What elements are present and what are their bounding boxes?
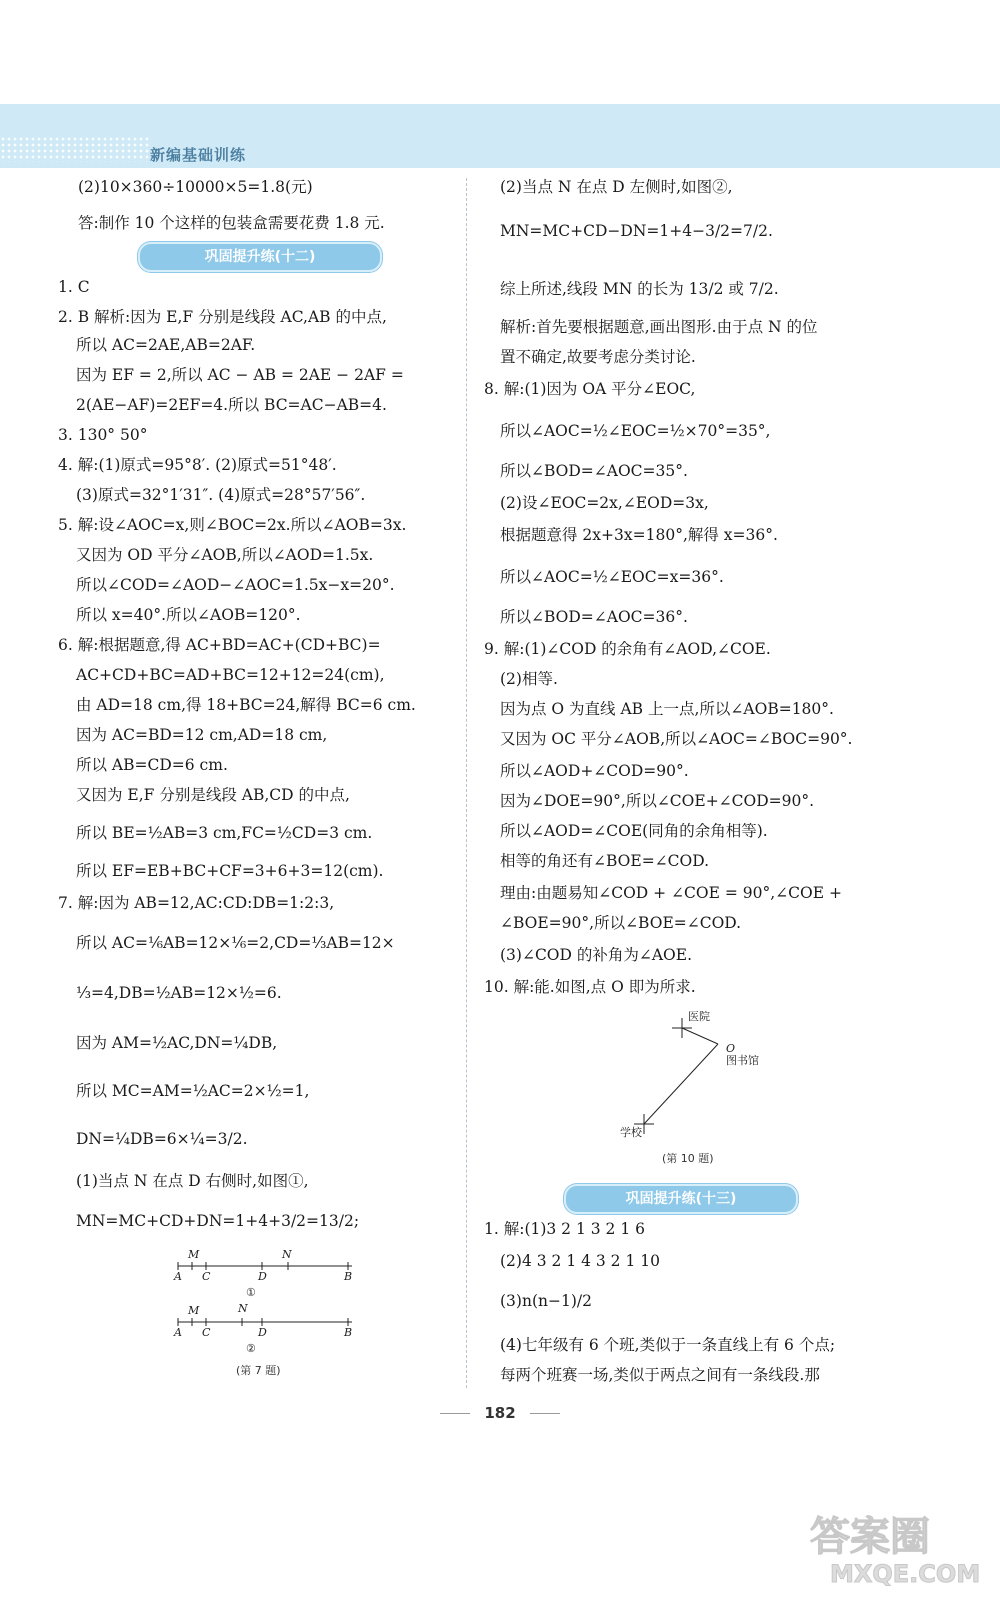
header-dot-pattern bbox=[0, 136, 150, 162]
text-line: DN=¼DB=6×¼=3/2. bbox=[76, 1130, 248, 1148]
text-line: 所以∠AOC=½∠EOC=½×70°=35°, bbox=[500, 422, 771, 440]
svg-text:答案圈: 答案圈 bbox=[810, 1514, 930, 1560]
text-line: MN=MC+CD−DN=1+4−3/2=7/2. bbox=[500, 222, 773, 240]
section-pill-12: 巩固提升练(十二) bbox=[138, 242, 382, 272]
text-line: 9. 解:(1)∠COD 的余角有∠AOD,∠COE. bbox=[484, 640, 771, 658]
text-line: 置不确定,故要考虑分类讨论. bbox=[500, 348, 696, 366]
text-line: 6. 解:根据题意,得 AC+BD=AC+(CD+BC)= bbox=[58, 636, 381, 654]
fig7-label-c2: C bbox=[202, 1326, 211, 1339]
fig7-label-d2: D bbox=[258, 1326, 267, 1339]
fig10-label-library: 图书馆 bbox=[726, 1054, 759, 1067]
fig7-label-n1: N bbox=[282, 1248, 292, 1261]
text-line: 所以∠AOD+∠COD=90°. bbox=[500, 762, 689, 780]
text-line: 2(AE−AF)=2EF=4.所以 BC=AC−AB=4. bbox=[76, 396, 387, 414]
text-line: 所以 x=40°.所以∠AOB=120°. bbox=[76, 606, 301, 624]
figure-7-caption: (第 7 题) bbox=[236, 1364, 281, 1377]
fig7-label-circle1: ① bbox=[246, 1286, 256, 1299]
text-line: 4. 解:(1)原式=95°8′. (2)原式=51°48′. bbox=[58, 456, 337, 474]
text-line: (2)10×360÷10000×5=1.8(元) bbox=[78, 178, 313, 196]
column-divider bbox=[466, 178, 467, 1388]
fig10-label-hospital: 医院 bbox=[688, 1010, 710, 1023]
text-line: 根据题意得 2x+3x=180°,解得 x=36°. bbox=[500, 526, 778, 544]
text-line: 5. 解:设∠AOC=x,则∠BOC=2x.所以∠AOB=3x. bbox=[58, 516, 407, 534]
text-line: MN=MC+CD+DN=1+4+3/2=13/2; bbox=[76, 1212, 360, 1230]
fig7-label-c1: C bbox=[202, 1270, 211, 1283]
fig7-label-m1: M bbox=[188, 1248, 200, 1261]
section-pill-13: 巩固提升练(十三) bbox=[564, 1184, 798, 1214]
text-line: (3)原式=32°1′31″. (4)原式=28°57′56″. bbox=[76, 486, 366, 504]
text-line: (2)设∠EOC=2x,∠EOD=3x, bbox=[500, 494, 709, 512]
text-line: 又因为 OC 平分∠AOB,所以∠AOC=∠BOC=90°. bbox=[500, 730, 853, 748]
text-line: 理由:由题易知∠COD + ∠COE = 90°,∠COE + bbox=[500, 884, 842, 902]
fig7-label-circle2: ② bbox=[246, 1342, 256, 1355]
text-line: 又因为 E,F 分别是线段 AB,CD 的中点, bbox=[76, 786, 350, 804]
text-line: (2)相等. bbox=[500, 670, 558, 688]
text-line: 又因为 OD 平分∠AOB,所以∠AOD=1.5x. bbox=[76, 546, 374, 564]
figure-10-caption: (第 10 题) bbox=[662, 1152, 714, 1165]
text-line: 因为∠DOE=90°,所以∠COE+∠COD=90°. bbox=[500, 792, 815, 810]
fig7-label-d1: D bbox=[258, 1270, 267, 1283]
text-line: 每两个班赛一场,类似于两点之间有一条线段.那 bbox=[500, 1366, 820, 1384]
text-line: 所以 AC=2AE,AB=2AF. bbox=[76, 336, 256, 354]
text-line: ∠BOE=90°,所以∠BOE=∠COD. bbox=[500, 914, 742, 932]
text-line: 答:制作 10 个这样的包装盒需要花费 1.8 元. bbox=[78, 214, 385, 232]
figure-10-map bbox=[608, 1006, 788, 1146]
text-line: 所以∠BOD=∠AOC=36°. bbox=[500, 608, 688, 626]
text-line: 7. 解:因为 AB=12,AC:CD:DB=1:2:3, bbox=[58, 894, 335, 912]
text-line: 所以 AC=⅙AB=12×⅙=2,CD=⅓AB=12× bbox=[76, 934, 395, 952]
fig7-label-a1: A bbox=[174, 1270, 182, 1283]
text-line: 3. 130° 50° bbox=[58, 426, 148, 444]
text-line: (2)当点 N 在点 D 左侧时,如图②, bbox=[500, 178, 733, 196]
text-line: 因为 AC=BD=12 cm,AD=18 cm, bbox=[76, 726, 328, 744]
text-line: 因为 AM=½AC,DN=¼DB, bbox=[76, 1034, 278, 1052]
text-line: 所以 BE=½AB=3 cm,FC=½CD=3 cm. bbox=[76, 824, 373, 842]
text-line: 10. 解:能.如图,点 O 即为所求. bbox=[484, 978, 696, 996]
text-line: (2)4 3 2 1 4 3 2 1 10 bbox=[500, 1252, 660, 1270]
text-line: (1)当点 N 在点 D 右侧时,如图①, bbox=[76, 1172, 309, 1190]
figure-7-segments bbox=[170, 1244, 360, 1364]
text-line: 8. 解:(1)因为 OA 平分∠EOC, bbox=[484, 380, 696, 398]
text-line: 相等的角还有∠BOE=∠COD. bbox=[500, 852, 710, 870]
text-line: ⅓=4,DB=½AB=12×½=6. bbox=[76, 984, 282, 1002]
text-line: 所以∠BOD=∠AOC=35°. bbox=[500, 462, 688, 480]
text-line: 因为 EF = 2,所以 AC − AB = 2AE − 2AF = bbox=[76, 366, 404, 384]
text-line: 所以∠COD=∠AOD−∠AOC=1.5x−x=20°. bbox=[76, 576, 395, 594]
text-line: 所以 EF=EB+BC+CF=3+6+3=12(cm). bbox=[76, 862, 384, 880]
text-line: 1. 解:(1)3 2 1 3 2 1 6 bbox=[484, 1220, 645, 1238]
text-line: 所以∠AOD=∠COE(同角的余角相等). bbox=[500, 822, 768, 840]
watermark-logo bbox=[800, 1490, 980, 1590]
svg-text:MXQE.COM: MXQE.COM bbox=[830, 1560, 980, 1588]
text-line: 由 AD=18 cm,得 18+BC=24,解得 BC=6 cm. bbox=[76, 696, 416, 714]
fig7-label-b1: B bbox=[344, 1270, 353, 1283]
text-line: (4)七年级有 6 个班,类似于一条直线上有 6 个点; bbox=[500, 1336, 836, 1354]
text-line: 解析:首先要根据题意,画出图形.由于点 N 的位 bbox=[500, 318, 818, 336]
text-line: AC+CD+BC=AD+BC=12+12=24(cm), bbox=[76, 666, 385, 684]
text-line: 综上所述,线段 MN 的长为 13/2 或 7/2. bbox=[500, 280, 779, 298]
header-title: 新编基础训练 bbox=[150, 146, 247, 164]
text-line: 因为点 O 为直线 AB 上一点,所以∠AOB=180°. bbox=[500, 700, 834, 718]
text-line: 所以∠AOC=½∠EOC=x=36°. bbox=[500, 568, 724, 586]
fig7-label-b2: B bbox=[344, 1326, 353, 1339]
text-line: 2. B 解析:因为 E,F 分别是线段 AC,AB 的中点, bbox=[58, 308, 387, 326]
text-line: 所以 MC=AM=½AC=2×½=1, bbox=[76, 1082, 310, 1100]
fig7-label-n2: N bbox=[238, 1302, 248, 1315]
text-line: (3)∠COD 的补角为∠AOE. bbox=[500, 946, 692, 964]
text-line: (3)n(n−1)/2 bbox=[500, 1292, 592, 1310]
fig7-label-a2: A bbox=[174, 1326, 182, 1339]
fig10-label-school: 学校 bbox=[620, 1126, 642, 1139]
text-line: 所以 AB=CD=6 cm. bbox=[76, 756, 228, 774]
fig7-label-m2: M bbox=[188, 1304, 200, 1317]
text-line: 1. C bbox=[58, 278, 90, 296]
page-number: 182 bbox=[0, 1404, 1000, 1422]
fig10-label-o: O bbox=[726, 1042, 736, 1055]
